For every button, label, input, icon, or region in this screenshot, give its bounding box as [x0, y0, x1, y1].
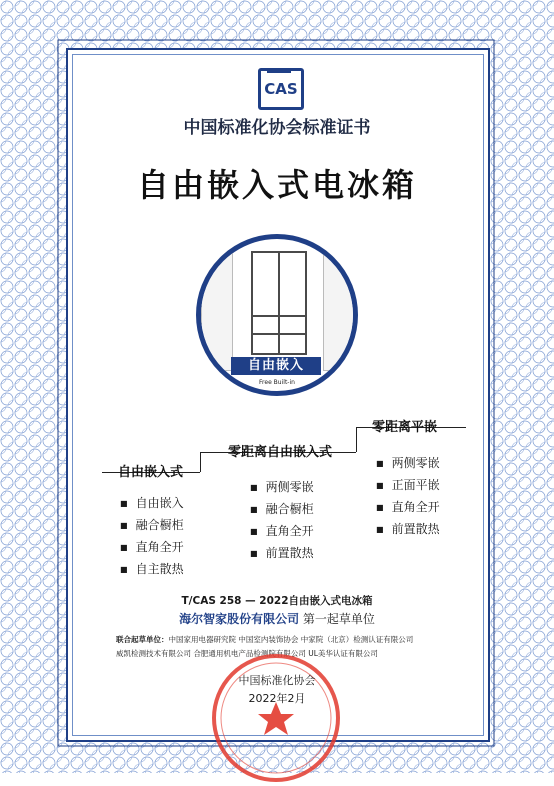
- built-in-badge: 自由嵌入: [231, 357, 321, 375]
- fridge-icon: [251, 251, 307, 355]
- list-item: ■ 直角全开: [250, 520, 314, 542]
- issue-date: 2022年2月: [248, 692, 306, 705]
- list-item: ■ 融合橱柜: [250, 498, 314, 520]
- list-item: ■ 自主散热: [120, 558, 184, 580]
- list-item: ■ 直角全开: [376, 496, 440, 518]
- tier-2-features: [250, 476, 314, 564]
- tier-3-features: [376, 452, 440, 540]
- joint-drafters-line-2: 威凯检测技术有限公司 合肥通用机电产品检测院有限公司 UL美华认证有限公司: [116, 649, 378, 658]
- list-item: ■ 前置散热: [250, 542, 314, 564]
- cabinet-left: [201, 239, 233, 371]
- list-item: ■ 融合橱柜: [120, 514, 184, 536]
- tier-riser-1: [200, 452, 201, 472]
- list-item: ■ 正面平嵌: [376, 474, 440, 496]
- list-item: ■ 前置散热: [376, 518, 440, 540]
- list-item: ■ 直角全开: [120, 536, 184, 558]
- standard-number: T/CAS 258 — 2022自由嵌入式电冰箱: [181, 595, 373, 607]
- lead-drafter: [0, 610, 554, 627]
- joint-drafters-label: 联合起草单位：: [116, 635, 169, 644]
- fridge-illustration: [196, 234, 358, 396]
- drafter-company: 海尔智家股份有限公司: [179, 612, 300, 626]
- drafter-role: 第一起草单位: [302, 612, 375, 626]
- list-item: ■ 自由嵌入: [120, 492, 184, 514]
- tier-label-1: 自由嵌入式: [118, 465, 184, 480]
- joint-drafters-line-1: 联合起草单位：中国家用电器研究院 中国室内装饰协会 中家院（北京）检测认证有限公司: [116, 635, 414, 644]
- tier-1-features: [120, 492, 184, 580]
- organization-title: 中国标准化协会标准证书: [183, 118, 371, 138]
- official-seal: [208, 650, 344, 786]
- built-in-badge-en: Free Built-in: [259, 379, 295, 386]
- issuer: 中国标准化协会: [238, 674, 316, 687]
- tier-label-2: 零距离自由嵌入式: [228, 445, 333, 460]
- list-item: ■ 两侧零嵌: [376, 452, 440, 474]
- list-item: ■ 两侧零嵌: [250, 476, 314, 498]
- tier-label-3: 零距离平嵌: [372, 420, 438, 435]
- certificate-title: 自由嵌入式电冰箱: [136, 166, 417, 204]
- cabinet-right: [323, 239, 355, 371]
- cas-logo: CAS: [258, 68, 304, 110]
- tier-riser-2: [356, 427, 357, 452]
